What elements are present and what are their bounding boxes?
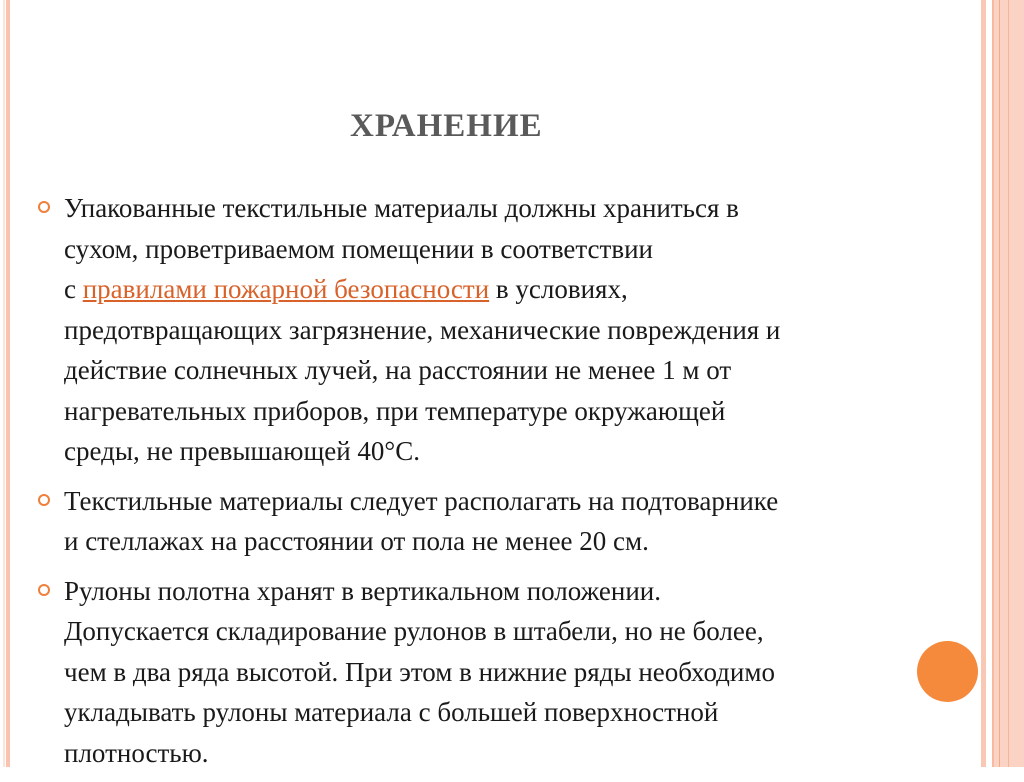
- slide-title: ХРАНЕНИЕ: [350, 108, 543, 144]
- text-line: действие солнечных лучей, на расстоянии не менее 1 м от: [64, 355, 732, 385]
- text-line: Текстильные материалы следует располагать на подтоварнике: [64, 485, 779, 516]
- bullet-ring-icon: [38, 201, 50, 213]
- text-line: плотностью.: [64, 737, 209, 768]
- bullet-paragraph: [38, 481, 988, 562]
- text-line: сухом, проветриваемом помещении в соответствии: [64, 233, 653, 264]
- text: в условиях,: [489, 274, 628, 304]
- text-line: чем в два ряда высотой. При этом в нижние ряды необходимо: [64, 656, 775, 687]
- text-line: и стеллажах на расстоянии от пола не менее 20 см.: [64, 526, 649, 556]
- text-line: нагревательных приборов, при температуре окружающей: [64, 395, 726, 426]
- right-border-line: [1008, 0, 1009, 767]
- bullet-ring-icon: [38, 494, 50, 506]
- bullet-paragraph: [38, 571, 988, 774]
- slide-body: [38, 188, 988, 782]
- text-line: укладывать рулоны материала с большей поверхностной: [64, 697, 719, 727]
- text-line: Рулоны полотна хранят в вертикальном положении.: [64, 575, 661, 606]
- bullet-paragraph: [38, 188, 988, 472]
- fire-safety-rules-link[interactable]: правилами пожарной безопасности: [82, 274, 490, 304]
- text-line: предотвращающих загрязнение, механические повреждения и: [64, 314, 781, 345]
- bullet-ring-icon: [38, 584, 50, 596]
- left-border-stripe-thin: [3, 0, 5, 767]
- text-line: Допускается складирование рулонов в штабели, но не более,: [64, 616, 764, 646]
- text: с: [64, 274, 83, 304]
- text-line: Упакованные текстильные материалы должны храниться в: [64, 193, 739, 223]
- left-border-stripe: [6, 0, 10, 767]
- text-line: среды, не превышающей 40°С.: [64, 436, 420, 466]
- text-line: [64, 269, 988, 310]
- right-border-line: [999, 0, 1000, 767]
